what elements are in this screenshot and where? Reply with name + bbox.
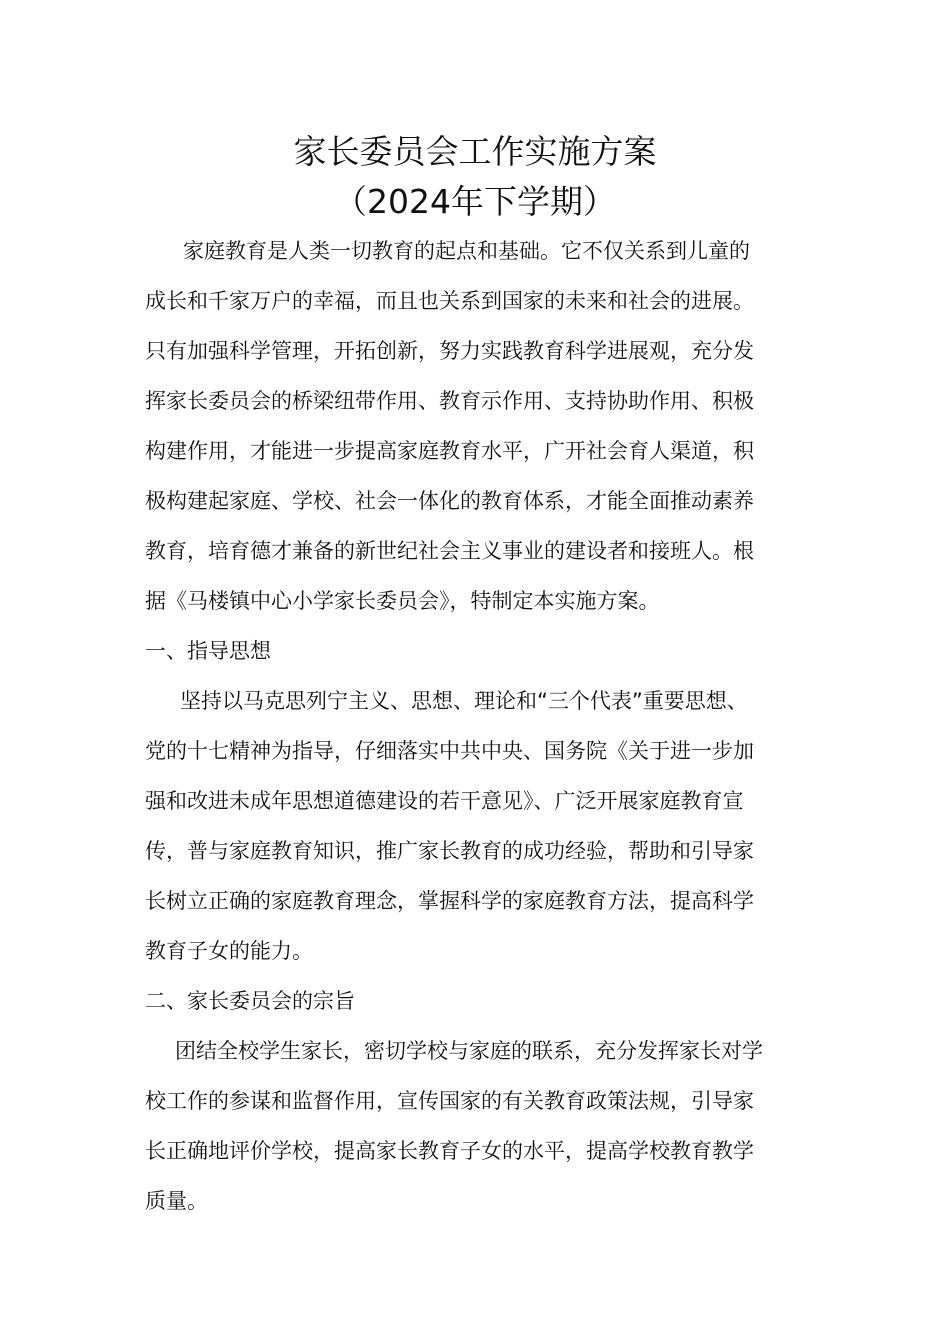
intro-line: 极构建起家庭、学校、社会一体化的教育体系，才能全面推动素养 — [145, 489, 754, 513]
intro-line: 挥家长委员会的桥梁纽带作用、教育示作用、支持协助作用、积极 — [145, 389, 754, 413]
document-subtitle: （2024年下学期） — [334, 182, 616, 221]
section1-line: 强和改进未成年思想道德建设的若干意见》、广泛开展家庭教育宣 — [145, 789, 744, 813]
section1-line: 长树立正确的家庭教育理念，掌握科学的家庭教育方法，提高科学 — [145, 889, 754, 913]
section2-line: 长正确地评价学校，提高家长教育子女的水平，提高学校教育教学 — [145, 1139, 754, 1163]
intro-line: 成长和千家万户的幸福，而且也关系到国家的未来和社会的进展。 — [145, 289, 754, 313]
section2-line: 质量。 — [145, 1189, 208, 1213]
document-title: 家长委员会工作实施方案 — [293, 132, 657, 171]
intro-line: 构建作用，才能进一步提高家庭教育水平，广开社会育人渠道，积 — [145, 439, 754, 463]
intro-line: 据《马楼镇中心小学家长委员会》，特制定本实施方案。 — [145, 589, 660, 613]
section-heading-purpose: 二、家长委员会的宗旨 — [145, 989, 355, 1013]
section2-line: 团结全校学生家长，密切学校与家庭的联系，充分发挥家长对学 — [175, 1039, 763, 1063]
section1-line: 教育子女的能力。 — [145, 939, 313, 963]
intro-line: 家庭教育是人类一切教育的起点和基础。它不仅关系到儿童的 — [183, 239, 750, 263]
section1-line: 坚持以马克思列宁主义、思想、理论和“三个代表”重要思想、 — [180, 689, 748, 713]
section1-line: 党的十七精神为指导，仔细落实中共中央、国务院《关于进一步加 — [145, 739, 754, 763]
intro-line: 教育，培育德才兼备的新世纪社会主义事业的建设者和接班人。根 — [145, 539, 754, 563]
document-body — [145, 226, 809, 1226]
section1-line: 传，普与家庭教育知识，推广家长教育的成功经验，帮助和引导家 — [145, 839, 754, 863]
section2-line: 校工作的参谋和监督作用，宣传国家的有关教育政策法规，引导家 — [145, 1089, 754, 1113]
section-heading-guiding-thought: 一、指导思想 — [145, 639, 271, 663]
intro-line: 只有加强科学管理，开拓创新，努力实践教育科学进展观，充分发 — [145, 339, 754, 363]
